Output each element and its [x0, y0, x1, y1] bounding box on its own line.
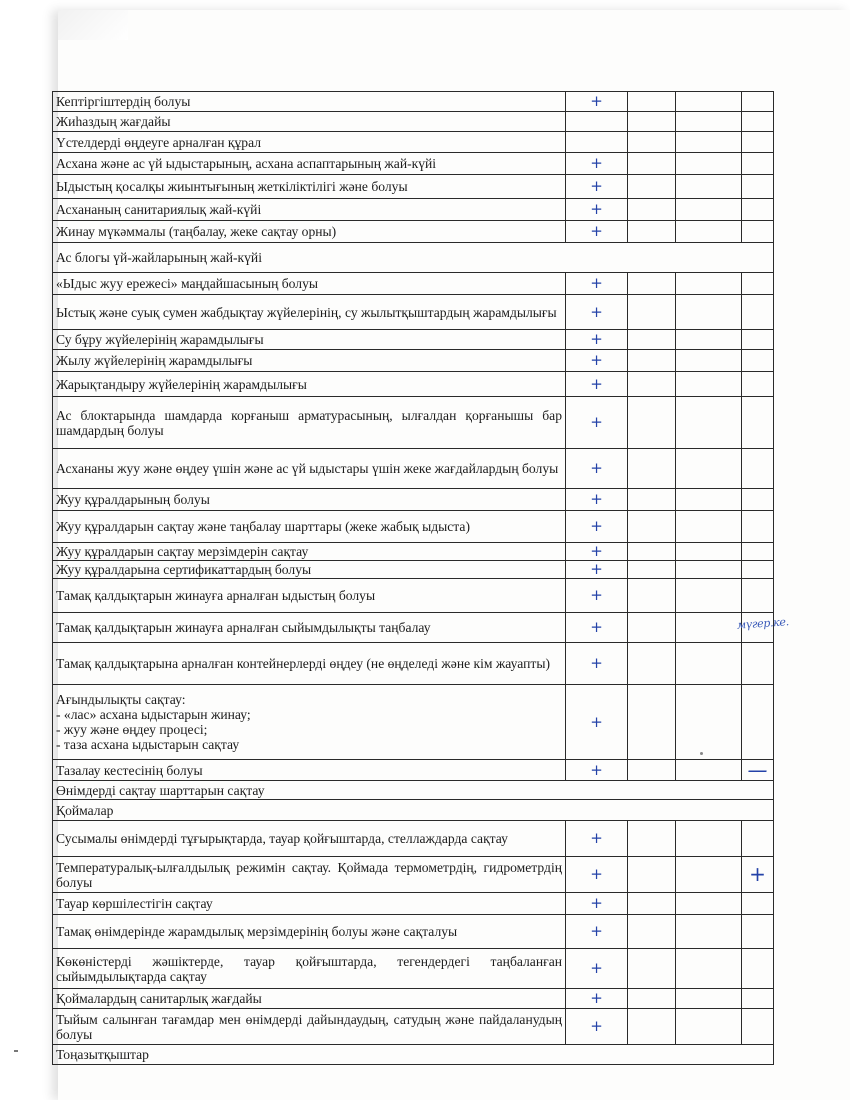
handwritten-mark: + [566, 221, 628, 243]
handwritten-mark: + [566, 579, 628, 613]
criterion-label: Жинау мүкәммалы (таңбалау, жеке сақтау орны) [53, 221, 566, 243]
handwritten-mark: + [566, 1009, 628, 1045]
empty-cell [742, 915, 774, 949]
handwritten-mark: + [566, 643, 628, 685]
table-row [53, 330, 774, 350]
table-row [53, 1009, 774, 1045]
table-row [53, 543, 774, 561]
empty-cell [742, 989, 774, 1009]
empty-cell [628, 221, 676, 243]
criterion-label: Жуу құралдарының болуы [53, 489, 566, 511]
section-header: Өнімдерді сақтау шарттарын сақтау [53, 781, 774, 800]
empty-cell [628, 561, 676, 579]
table-row [53, 449, 774, 489]
handwritten-mark: + [566, 199, 628, 221]
empty-cell [676, 893, 742, 915]
empty-cell [628, 175, 676, 199]
criterion-label: Жуу құралдарына сертификаттардың болуы [53, 561, 566, 579]
table-row [53, 579, 774, 613]
handwritten-mark-col4: + [742, 857, 774, 893]
empty-cell [628, 199, 676, 221]
empty-cell [742, 295, 774, 330]
table-row [53, 511, 774, 543]
empty-cell [628, 821, 676, 857]
table-row [53, 199, 774, 221]
handwritten-mark: + [566, 613, 628, 643]
empty-cell [628, 112, 676, 132]
checklist-rows [53, 92, 774, 1065]
empty-cell [628, 350, 676, 372]
criterion-label: Тамақ қалдықтарына арналған контейнерлерді өңдеу (не өңделеді және кім жауапты) [53, 643, 566, 685]
criterion-label: Жуу құралдарын сақтау және таңбалау шарттары (жеке жабық ыдыста) [53, 511, 566, 543]
handwritten-mark: + [566, 92, 628, 112]
empty-cell [676, 199, 742, 221]
table-row [53, 915, 774, 949]
empty-cell [628, 372, 676, 397]
empty-cell [628, 543, 676, 561]
empty-cell [676, 112, 742, 132]
criterion-label: Тамақ өнімдерінде жарамдылық мерзімдерінің болуы және сақталуы [53, 915, 566, 949]
criterion-line: - таза асхана ыдыстарын сақтау [56, 737, 240, 752]
empty-cell [628, 760, 676, 781]
table-row [53, 372, 774, 397]
criterion-label: Асхананы жуу және өңдеу үшін және ас үй ыдыстары үшін жеке жағдайлардың болуы [53, 449, 566, 489]
empty-cell [676, 92, 742, 112]
section-header: Ас блогы үй-жайларының жай-күйі [53, 243, 774, 273]
empty-cell [742, 132, 774, 153]
handwritten-note: мүгер.ке. [736, 615, 790, 632]
scan-speck [700, 752, 703, 755]
empty-cell [742, 893, 774, 915]
criterion-label: Жылу жүйелерінің жарамдылығы [53, 350, 566, 372]
handwritten-mark: + [566, 949, 628, 989]
page-corner-shade [58, 10, 128, 40]
empty-cell [676, 543, 742, 561]
empty-cell [628, 397, 676, 449]
section-header: Тоңазытқыштар [53, 1045, 774, 1065]
scan-mark [14, 1050, 18, 1052]
table-row [53, 893, 774, 915]
empty-cell [628, 579, 676, 613]
empty-cell [628, 132, 676, 153]
criterion-label: Жарықтандыру жүйелерінің жарамдылығы [53, 372, 566, 397]
empty-cell [676, 273, 742, 295]
criterion-label: Қоймалардың санитарлық жағдайы [53, 989, 566, 1009]
handwritten-mark: + [566, 821, 628, 857]
table-row [53, 175, 774, 199]
criterion-label: Тыйым салынған тағамдар мен өнімдерді дайындаудың, сатудың және пайдаланудың болуы [53, 1009, 566, 1045]
criterion-label: Тауар көршілестігін сақтау [53, 893, 566, 915]
empty-cell [742, 175, 774, 199]
criterion-label: Ас блоктарында шамдарда корғаныш арматурасының, ылғалдан қорғанышы бар шамдардың болуы [53, 397, 566, 449]
empty-cell [742, 579, 774, 613]
criterion-label: Көкөністерді жәшіктерде, тауар қойғыштарда, тегендердегі таңбаланған сыйымдылықтарда сақтау [53, 949, 566, 989]
empty-cell [742, 372, 774, 397]
empty-cell [628, 489, 676, 511]
empty-cell [628, 1009, 676, 1045]
section-header-row [53, 1045, 774, 1065]
empty-cell [676, 372, 742, 397]
section-header-row [53, 800, 774, 821]
table-row [53, 989, 774, 1009]
empty-cell [676, 821, 742, 857]
empty-cell [628, 893, 676, 915]
handwritten-mark: + [566, 489, 628, 511]
empty-cell [628, 989, 676, 1009]
empty-cell [676, 1009, 742, 1045]
table-row [53, 153, 774, 175]
empty-cell [742, 199, 774, 221]
table-row [53, 132, 774, 153]
table-row [53, 112, 774, 132]
empty-cell [628, 643, 676, 685]
empty-cell [628, 449, 676, 489]
table-row [53, 613, 774, 643]
empty-cell [628, 273, 676, 295]
empty-cell [742, 543, 774, 561]
table-row [53, 760, 774, 781]
handwritten-mark: + [566, 330, 628, 350]
empty-cell [676, 949, 742, 989]
handwritten-mark: + [566, 350, 628, 372]
empty-cell [676, 760, 742, 781]
empty-cell [742, 92, 774, 112]
empty-cell [628, 915, 676, 949]
table-row [53, 350, 774, 372]
criterion-label: Кептіргіштердің болуы [53, 92, 566, 112]
empty-cell [676, 915, 742, 949]
empty-cell [676, 511, 742, 543]
table-row [53, 857, 774, 893]
handwritten-mark: + [566, 153, 628, 175]
criterion-line: - «лас» асхана ыдыстарын жинау; [56, 707, 251, 722]
empty-cell [676, 221, 742, 243]
empty-cell [676, 449, 742, 489]
criterion-label [53, 685, 566, 760]
section-header: Қоймалар [53, 800, 774, 821]
empty-cell [628, 949, 676, 989]
empty-cell [676, 685, 742, 760]
criterion-line: - жуу және өңдеу процесі; [56, 722, 208, 737]
handwritten-mark: + [566, 175, 628, 199]
empty-cell [628, 92, 676, 112]
empty-cell [742, 330, 774, 350]
empty-cell [742, 643, 774, 685]
handwritten-mark: + [566, 372, 628, 397]
criterion-label: Ыдыстың қосалқы жиынтығының жеткіліктілігі және болуы [53, 175, 566, 199]
criterion-label: Сусымалы өнімдерді тұғырықтарда, тауар қойғыштарда, стеллаждарда сақтау [53, 821, 566, 857]
handwritten-mark: + [566, 543, 628, 561]
empty-cell [676, 153, 742, 175]
empty-cell [628, 153, 676, 175]
empty-cell [742, 685, 774, 760]
empty-cell [676, 989, 742, 1009]
criterion-label: Тамақ қалдықтарын жинауға арналған сыйымдылықты таңбалау [53, 613, 566, 643]
empty-cell [742, 449, 774, 489]
empty-cell [676, 350, 742, 372]
handwritten-mark: + [566, 449, 628, 489]
section-header-row [53, 243, 774, 273]
empty-cell [676, 579, 742, 613]
empty-cell [676, 857, 742, 893]
empty-cell [628, 511, 676, 543]
checklist-table [52, 91, 774, 1065]
criterion-label: Жуу құралдарын сақтау мерзімдерін сақтау [53, 543, 566, 561]
empty-cell [676, 643, 742, 685]
empty-cell [628, 857, 676, 893]
criterion-label: Жиһаздың жағдайы [53, 112, 566, 132]
empty-cell [676, 561, 742, 579]
empty-cell [742, 821, 774, 857]
criterion-label: Тамақ қалдықтарын жинауға арналған ыдыстың болуы [53, 579, 566, 613]
handwritten-mark-col4: — [742, 760, 774, 781]
criterion-label: Үстелдерді өңдеуге арналған құрал [53, 132, 566, 153]
table-row [53, 489, 774, 511]
empty-cell [628, 613, 676, 643]
empty-cell [742, 153, 774, 175]
handwritten-mark: + [566, 760, 628, 781]
empty-cell [742, 397, 774, 449]
empty-cell [742, 350, 774, 372]
table-row [53, 221, 774, 243]
handwritten-mark: + [566, 857, 628, 893]
handwritten-mark: + [566, 273, 628, 295]
criterion-label: Тазалау кестесінің болуы [53, 760, 566, 781]
empty-cell [676, 489, 742, 511]
section-header-row [53, 781, 774, 800]
table-row [53, 273, 774, 295]
empty-cell [742, 273, 774, 295]
table-row [53, 295, 774, 330]
handwritten-mark: + [566, 397, 628, 449]
handwritten-mark: + [566, 989, 628, 1009]
empty-cell [742, 511, 774, 543]
criterion-label: Ыстық және суық сумен жабдықтау жүйелерінің, су жылытқыштардың жарамдылығы [53, 295, 566, 330]
empty-cell [742, 112, 774, 132]
empty-cell [676, 132, 742, 153]
handwritten-mark: + [566, 561, 628, 579]
empty-cell [676, 397, 742, 449]
empty-cell [742, 1009, 774, 1045]
empty-cell [742, 489, 774, 511]
empty-cell [676, 613, 742, 643]
empty-cell [742, 949, 774, 989]
table-row [53, 561, 774, 579]
empty-cell [676, 330, 742, 350]
criterion-label: Су бұру жүйелерінің жарамдылығы [53, 330, 566, 350]
handwritten-mark [566, 112, 628, 132]
table-row [53, 643, 774, 685]
table-row [53, 397, 774, 449]
criterion-label: «Ыдыс жуу ережесі» маңдайшасының болуы [53, 273, 566, 295]
table-row [53, 92, 774, 112]
handwritten-mark: + [566, 511, 628, 543]
empty-cell [676, 175, 742, 199]
empty-cell [742, 561, 774, 579]
empty-cell [676, 295, 742, 330]
table-row [53, 821, 774, 857]
table-row [53, 685, 774, 760]
criterion-label: Асхананың санитариялық жай-күйі [53, 199, 566, 221]
handwritten-mark: + [566, 685, 628, 760]
handwritten-mark: + [566, 893, 628, 915]
empty-cell [628, 330, 676, 350]
criterion-label: Асхана және ас үй ыдыстарының, асхана аспаптарының жай-күйі [53, 153, 566, 175]
criterion-line: Ағындылықты сақтау: [56, 692, 186, 707]
empty-cell [742, 221, 774, 243]
criterion-label: Температуралық-ылғалдылық режимін сақтау. Қоймада термометрдің, гидрометрдің болуы [53, 857, 566, 893]
empty-cell [628, 685, 676, 760]
empty-cell [628, 295, 676, 330]
handwritten-mark: + [566, 915, 628, 949]
handwritten-mark: + [566, 295, 628, 330]
handwritten-mark [566, 132, 628, 153]
table-row [53, 949, 774, 989]
